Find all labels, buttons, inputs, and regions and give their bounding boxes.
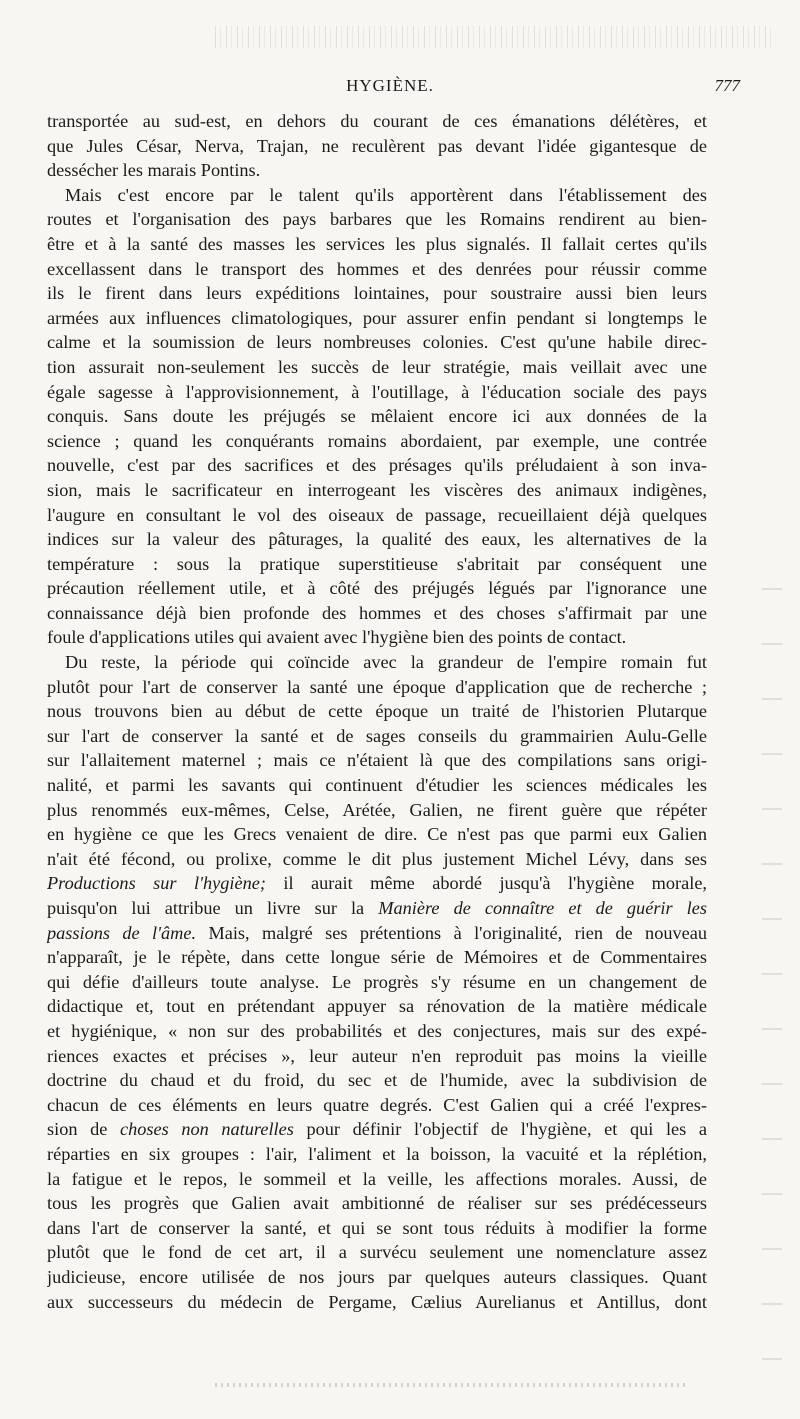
text-segment: calme et la soumission de leurs nombreuses colonies. C'est qu'une habile direc- <box>47 332 707 353</box>
text-segment: tion assurait non-seulement les succès de leur stratégie, mais veillait avec une <box>47 356 707 377</box>
text-segment: sur l'art de conserver la santé et de sages conseils du grammairien Aulu-Gelle <box>47 725 707 746</box>
text-line <box>47 896 707 921</box>
text-segment: dessécher les marais Pontins. <box>47 160 261 181</box>
text-line <box>47 921 707 946</box>
text-segment: sion, mais le sacrificateur en interrogeant les viscères des animaux indigènes, <box>47 479 707 500</box>
text-line <box>47 798 707 823</box>
text-line <box>47 970 707 995</box>
text-line <box>47 1290 707 1315</box>
text-line <box>47 945 707 970</box>
text-line <box>47 847 707 872</box>
italic-text-segment: Productions sur l'hygiène; <box>47 873 266 894</box>
text-line <box>47 699 707 724</box>
text-segment: l'augure en consultant le vol des oiseaux de passage, recueillaient déjà quelques <box>47 504 707 525</box>
text-line <box>47 1068 707 1093</box>
text-segment: Mais c'est encore par le talent qu'ils apportèrent dans l'établissement des <box>65 184 707 205</box>
text-line <box>47 724 707 749</box>
text-segment: tous les progrès que Galien avait ambitionné de réaliser sur ses prédécesseurs <box>47 1193 707 1214</box>
text-line <box>47 134 707 159</box>
text-segment: plutôt que le fond de cet art, il a survécu seulement une nomenclature assez <box>47 1242 707 1263</box>
running-head <box>40 76 740 102</box>
italic-text-segment: Manière de connaître et de guérir les <box>378 898 707 918</box>
text-segment: Du reste, la période qui coïncide avec la grandeur de l'empire romain fut <box>65 652 707 673</box>
text-segment: judicieuse, encore utilisée de nos jours par quelques auteurs classiques. Quant <box>47 1266 707 1287</box>
text-line <box>47 1019 707 1044</box>
text-segment: foule d'applications utiles qui avaient avec l'hygiène bien des points de contact. <box>47 627 627 648</box>
text-segment: conquis. Sans doute les préjugés se mêlaient encore ici aux données de la <box>47 406 707 427</box>
text-line <box>47 429 707 454</box>
text-segment: égale sagesse à l'approvisionnement, à l'outillage, à l'éducation sociale des pays <box>47 381 707 402</box>
text-segment: qui défie d'ailleurs toute analyse. Le progrès s'y résume en un changement de <box>47 971 707 992</box>
text-segment: plus renommés eux-mêmes, Celse, Arétée, Galien, ne firent guère que répéter <box>47 799 707 820</box>
text-segment: plutôt pour l'art de conserver la santé une époque d'application que de recherche ; <box>47 676 707 697</box>
text-segment: et hygiénique, « non sur des probabilités et des conjectures, mais sur des expé- <box>47 1020 707 1041</box>
text-segment: riences exactes et précises », leur auteur n'en reproduit pas moins la vieille <box>47 1045 707 1066</box>
text-line <box>47 183 707 208</box>
text-segment: nalité, et parmi les savants qui continuent d'étudier les sciences médicales les <box>47 775 707 796</box>
text-segment: en hygiène ce que les Grecs venaient de dire. Ce n'est pas que parmi eux Galien <box>47 824 707 845</box>
text-segment: n'ait été fécond, ou prolixe, comme le dit plus justement Michel Lévy, dans ses <box>47 848 707 869</box>
text-line <box>47 527 707 552</box>
text-line <box>47 552 707 577</box>
italic-text-segment: passions de l'âme. <box>47 922 197 943</box>
scan-margin-marks <box>762 560 782 1380</box>
text-segment: excellassent dans le transport des hommes et des denrées pour réussir comme <box>47 258 707 279</box>
text-line <box>47 748 707 773</box>
text-line <box>47 994 707 1019</box>
text-line <box>47 1216 707 1241</box>
text-segment: sion de <box>47 1119 120 1140</box>
text-segment: précaution réellement utile, et à côté des préjugés légués par l'ignorance une <box>47 578 707 599</box>
text-segment: il aurait même abordé jusqu'à l'hygiène morale, <box>265 873 707 894</box>
text-segment: être et à la santé des masses les services les plus signalés. Il fallait certes qu'ils <box>47 233 707 254</box>
text-line <box>47 232 707 257</box>
text-segment: aux successeurs du médecin de Pergame, Cælius Aurelianus et Antillus, dont <box>47 1291 707 1312</box>
text-segment: chacun de ces éléments en leurs quatre degrés. C'est Galien qui a créé l'expres- <box>47 1094 707 1115</box>
text-line <box>47 158 707 183</box>
text-line <box>47 478 707 503</box>
text-line <box>47 1240 707 1265</box>
scan-noise-top <box>215 26 775 48</box>
text-segment: connaissance déjà bien profonde des hommes et des choses s'affirmait par une <box>47 602 707 623</box>
text-line <box>47 380 707 405</box>
text-line <box>47 453 707 478</box>
text-line <box>47 355 707 380</box>
text-segment: que Jules César, Nerva, Trajan, ne reculèrent pas devant l'idée gigantesque de <box>47 135 707 156</box>
text-segment: science ; quand les conquérants romains abordaient, par exemple, une contrée <box>47 430 707 451</box>
text-segment: nouvelle, c'est par des sacrifices et des présages qu'ils préludaient à son inva- <box>47 455 707 476</box>
text-line <box>47 1044 707 1069</box>
text-line <box>47 404 707 429</box>
text-line <box>47 1117 707 1142</box>
text-segment: n'apparaît, je le répète, dans cette longue série de Mémoires et de Commentaires <box>47 947 707 968</box>
text-segment: réparties en six groupes : l'air, l'aliment et la boisson, la vacuité et la réplétion, <box>47 1143 707 1164</box>
text-line <box>47 281 707 306</box>
text-line <box>47 773 707 798</box>
text-line <box>47 207 707 232</box>
text-segment: température : sous la pratique superstitieuse s'abritait par conséquent une <box>47 553 707 574</box>
page-number: 777 <box>714 76 740 95</box>
text-segment: dans l'art de conserver la santé, et qui se sont tous réduits à modifier la forme <box>47 1217 707 1238</box>
text-line <box>47 1142 707 1167</box>
text-line <box>47 576 707 601</box>
text-segment: routes et l'organisation des pays barbares que les Romains rendirent au bien- <box>47 209 707 230</box>
running-head-title: HYGIÈNE. <box>346 76 434 95</box>
text-line <box>47 109 707 134</box>
text-segment: puisqu'on lui attribue un livre sur la <box>47 898 379 918</box>
body-text <box>47 109 707 1314</box>
text-line <box>47 625 707 650</box>
text-line <box>47 257 707 282</box>
text-segment: Mais, malgré ses prétentions à l'originalité, rien de nouveau <box>196 922 707 943</box>
text-segment: doctrine du chaud et du froid, du sec et de l'humide, avec la subdivision de <box>47 1070 707 1091</box>
text-line <box>47 822 707 847</box>
text-segment: la fatigue et le repos, le sommeil et la veille, les affections morales. Aussi, de <box>47 1168 707 1189</box>
text-line <box>47 1191 707 1216</box>
text-line <box>47 871 707 896</box>
text-segment: transportée au sud-est, en dehors du courant de ces émanations délétères, et <box>47 111 707 131</box>
text-line <box>47 1093 707 1118</box>
text-line <box>47 306 707 331</box>
text-line <box>47 1265 707 1290</box>
text-segment: pour définir l'objectif de l'hygiène, et qui les a <box>293 1119 707 1140</box>
text-segment: sur l'allaitement maternel ; mais ce n'étaient là que des compilations sans origi- <box>47 750 707 771</box>
italic-text-segment: choses non naturelles <box>120 1119 294 1140</box>
text-segment: didactique et, tout en prétendant appuyer sa rénovation de la matière médicale <box>47 996 707 1017</box>
text-segment: ils le firent dans leurs expéditions lointaines, pour soustraire aussi bien leurs <box>47 283 707 304</box>
text-segment: armées aux influences climatologiques, pour assurer enfin pendant si longtemps le <box>47 307 707 328</box>
text-line <box>47 1167 707 1192</box>
text-line <box>47 675 707 700</box>
text-line <box>47 601 707 626</box>
scan-noise-bottom <box>215 1383 685 1387</box>
text-segment: indices sur la valeur des pâturages, la qualité des eaux, les alternatives de la <box>47 529 707 550</box>
text-line <box>47 503 707 528</box>
text-segment: nous trouvons bien au début de cette époque un traité de l'historien Plutarque <box>47 701 707 722</box>
text-line <box>47 650 707 675</box>
text-line <box>47 330 707 355</box>
